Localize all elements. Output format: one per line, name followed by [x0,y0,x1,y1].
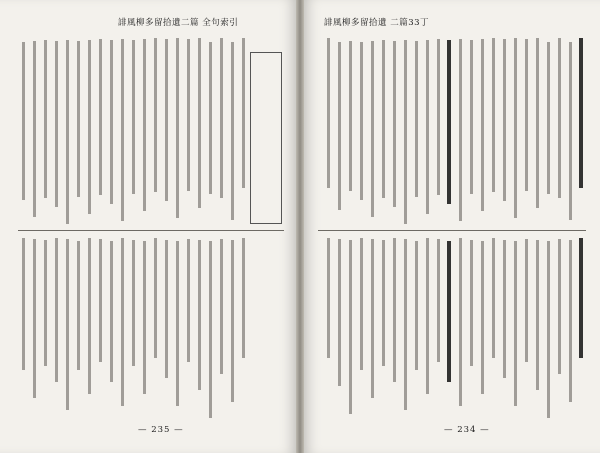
text-column [435,34,442,422]
left-page-number: — 235 — [138,425,184,435]
text-column [97,34,104,422]
text-column [358,34,365,422]
text-column [53,34,60,422]
text-column [457,34,464,422]
text-column [141,34,148,422]
index-section-box [250,52,282,224]
text-column [229,34,236,422]
text-column [20,34,27,422]
text-column [119,34,126,422]
text-column [31,34,38,422]
right-page [304,0,600,453]
text-column [64,34,71,422]
right-page-number: — 234 — [444,425,490,435]
left-page [0,0,296,453]
text-column [391,34,398,422]
text-column [567,34,574,422]
text-column [240,34,247,422]
text-column [413,34,420,422]
text-column [545,34,552,422]
text-column [325,34,332,422]
text-column [501,34,508,422]
book-gutter [296,0,304,453]
text-column [207,34,214,422]
text-column [446,34,453,422]
text-column [380,34,387,422]
text-column [218,34,225,422]
right-text-block [318,34,586,422]
text-column [163,34,170,422]
text-column [185,34,192,422]
text-column [42,34,49,422]
text-column [424,34,431,422]
text-column [130,34,137,422]
text-column [152,34,159,422]
text-column [578,34,585,422]
text-column [556,34,563,422]
text-column [369,34,376,422]
left-text-block [18,34,284,422]
left-running-head: 誹風柳多留拾遺二篇 全句索引 [118,18,239,28]
text-column [479,34,486,422]
text-column [196,34,203,422]
text-column [108,34,115,422]
text-column [86,34,93,422]
text-column [534,34,541,422]
right-running-head: 誹風柳多留拾遺 二篇33丁 [324,18,430,28]
text-column [347,34,354,422]
text-column [174,34,181,422]
text-column [336,34,343,422]
text-column [523,34,530,422]
text-column [402,34,409,422]
text-column [490,34,497,422]
text-column [468,34,475,422]
text-column [75,34,82,422]
text-column [512,34,519,422]
